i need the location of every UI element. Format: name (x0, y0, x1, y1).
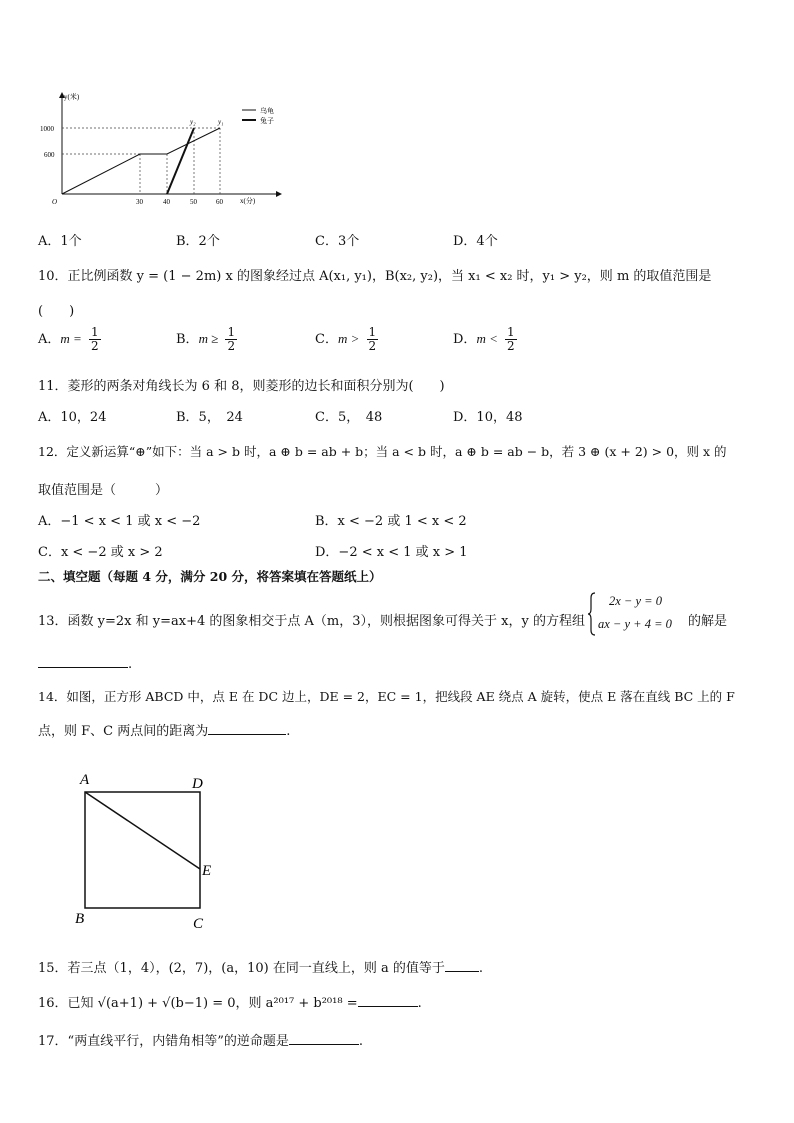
q11-option-b: B．5， 24 (176, 410, 243, 425)
x-tick-40: 40 (163, 198, 170, 206)
q12-option-b: B．x < −2 或 1 < x < 2 (315, 514, 467, 529)
q14-stem: 14．如图，正方形 ABCD 中，点 E 在 DC 边上，DE = 2，EC = 1，把线段 AE 绕点 A 旋转，使点 E 落在直线 BC 上的 F (38, 689, 735, 704)
q13-stem-end: 的解是 (688, 614, 728, 629)
q13-stem: 13．函数 y=2x 和 y=ax+4 的图象相交于点 A（m，3），则根据图象可得关于 x，y 的方程组 (38, 614, 585, 629)
q13-answer-blank[interactable]: . (38, 655, 132, 672)
legend-tortoise: 乌龟 (260, 107, 274, 115)
point-a: A (80, 772, 90, 788)
x-tick-30: 30 (136, 198, 143, 206)
rabbit-line (167, 128, 194, 194)
brace-icon (587, 592, 597, 636)
tortoise-line (62, 128, 220, 194)
distance-time-graph (36, 90, 286, 215)
q12-stem-line2: 取值范围是（ ） (38, 483, 169, 498)
square-abcd (85, 792, 200, 908)
segment-ae (85, 792, 200, 869)
equation-system (587, 592, 687, 636)
equation-2: ax − y + 4 = 0 (598, 617, 672, 631)
line-label-y2: y₂ (190, 118, 196, 126)
y-tick-1000: 1000 (40, 125, 54, 133)
q10-stem: 10．正比例函数 y = (1 − 2m) x 的图象经过点 A(x₁, y₁)，B(x₂, y₂)，当 x₁ < x₂ 时，y₁ > y₂，则 m 的取值范围是 (38, 269, 712, 284)
y-tick-600: 600 (44, 151, 55, 159)
x-tick-60: 60 (216, 198, 223, 206)
origin-label: O (52, 198, 58, 206)
line-label-y1: y₁ (218, 118, 224, 126)
q11-stem: 11．菱形的两条对角线长为 6 和 8，则菱形的边长和面积分别为( ) (38, 379, 445, 394)
q11-option-c: C．5， 48 (315, 410, 383, 425)
x-axis-label: x(分) (240, 197, 256, 205)
q9-option-b: B．2个 (176, 234, 220, 249)
q10-option-a: A．m = $\frac{1}{2}$ (38, 325, 99, 353)
q10-option-c: C．m > $\frac{1}{2}$ (315, 325, 377, 353)
legend-rabbit: 兔子 (260, 117, 274, 125)
q9-option-c: C．3个 (315, 234, 360, 249)
q11-option-d: D．10，48 (453, 410, 523, 425)
q10-option-d: D．m < $\frac{1}{2}$ (453, 325, 515, 353)
point-e: E (202, 863, 212, 879)
q17-stem[interactable]: 17．“两直线平行，内错角相等”的逆命题是 . (38, 1034, 363, 1049)
point-d: D (192, 776, 203, 792)
q12-option-c: C．x < −2 或 x > 2 (38, 545, 163, 560)
q12-option-d: D．−2 < x < 1 或 x > 1 (315, 545, 468, 560)
q16-stem[interactable]: 16．已知 √(a+1) + √(b−1) = 0，则 a²⁰¹⁷ + b²⁰¹⁸ = . (38, 996, 422, 1011)
q12-stem: 12．定义新运算“⊕”如下：当 a > b 时，a ⊕ b = ab + b；当 a < b 时，a ⊕ b = ab − b，若 3 ⊕ (x + 2) > 0，则 x 的 (38, 444, 727, 459)
point-b: B (75, 911, 85, 927)
q14-stem-line2[interactable]: 点，则 F、C 两点间的距离为 . (38, 724, 291, 739)
section-heading: 二、填空题（每题 4 分，满分 20 分，将答案填在答题纸上） (38, 569, 382, 584)
q12-option-a: A．−1 < x < 1 或 x < −2 (38, 514, 201, 529)
q10-option-b: B．m ≥ $\frac{1}{2}$ (176, 325, 236, 353)
q11-option-a: A．10，24 (38, 410, 107, 425)
equation-1: 2x − y = 0 (609, 594, 662, 608)
q9-option-a: A．1个 (38, 234, 82, 249)
square-diagram (72, 768, 222, 933)
y-axis-label: y(米) (64, 93, 80, 101)
q15-stem[interactable]: 15．若三点（1，4），(2，7)，(a，10) 在同一直线上，则 a 的值等于 . (38, 961, 483, 976)
q9-option-d: D．4个 (453, 234, 498, 249)
point-c: C (193, 916, 204, 932)
x-tick-50: 50 (190, 198, 197, 206)
q10-paren: ( ) (38, 304, 75, 319)
